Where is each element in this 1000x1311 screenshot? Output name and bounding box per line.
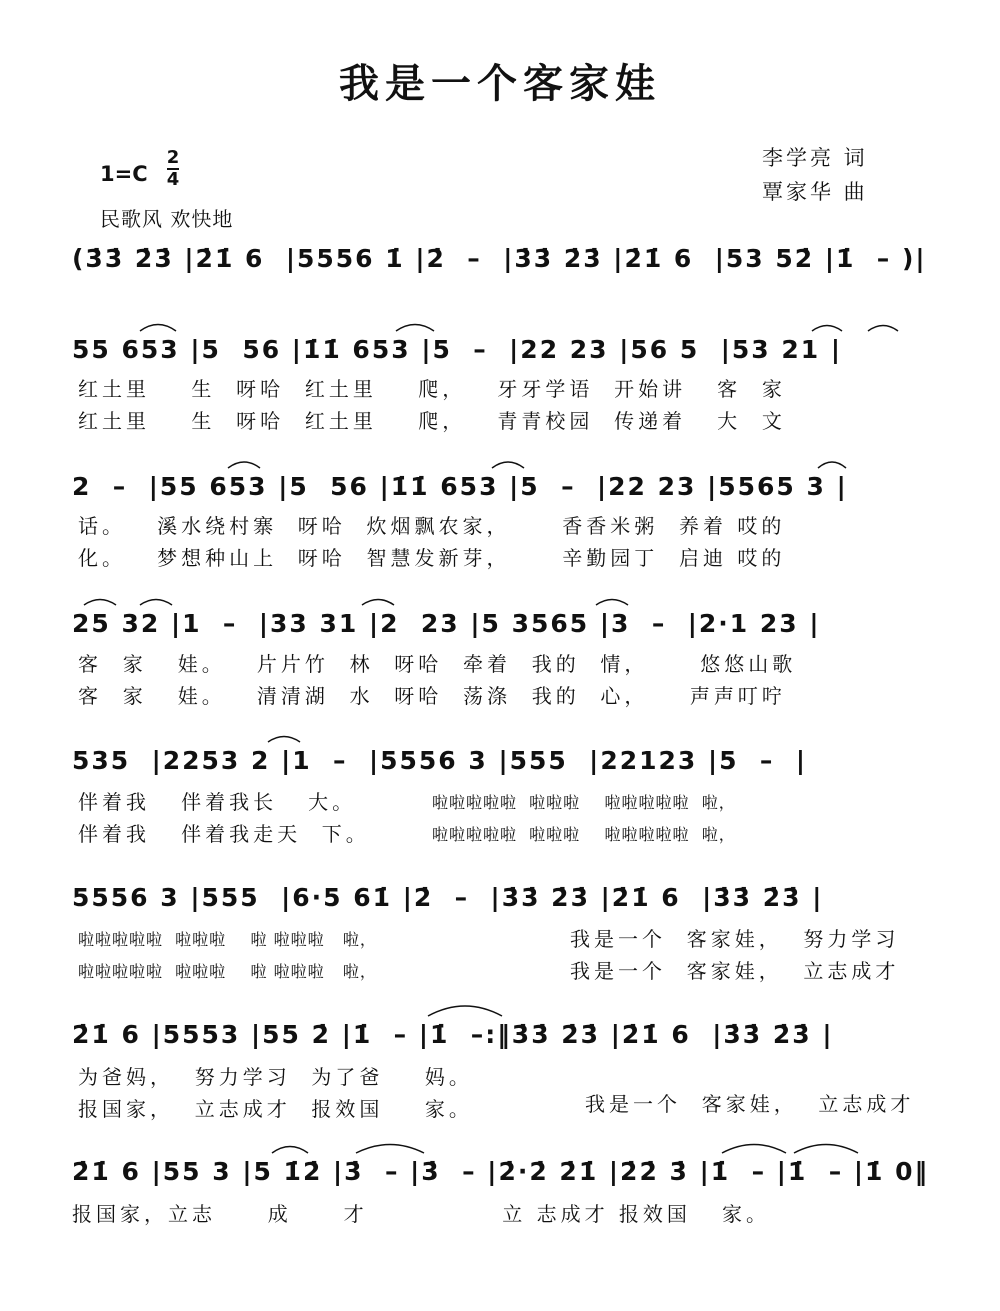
- lyric-row-4-verse-2: 伴着我 伴着我走天 下。: [78, 822, 370, 846]
- lyric-row-2-verse-1: 话。 溪水绕村寨 呀哈 炊烟飘农家， 香香米粥 养着 哎的: [78, 514, 786, 538]
- la-lyric-row-5-verse-2: 啦啦啦啦啦 啦啦啦 啦 啦啦啦 啦，: [78, 962, 377, 981]
- notation-row-2: 2 – |55 653 |5 56 |1̇1̇ 653 |5 – |22 23 |5565 3 |: [72, 472, 848, 501]
- lyric-row-6-verse-2: 报国家， 立志成才 报效国 家。: [78, 1097, 473, 1121]
- lyric-row-5-verse-1: 我是一个 客家娃， 努力学习: [570, 927, 900, 951]
- notation-row-7: 2̇1̇ 6 |55 3 |5 1̇2̇ |3̇ – |3̇ – |2̇·2̇ 2̇1̇ |2̇2̇ 3̇ |1̇ – |1̇ – |1̇ 0‖: [72, 1157, 930, 1186]
- la-lyric-row-4-verse-1: 啦啦啦啦啦 啦啦啦 啦啦啦啦啦 啦，: [432, 793, 736, 812]
- notation-row-1: 55 653 |5 56 |1̇1̇ 653 |5 – |22 23 |56 5 |53 21 |: [72, 335, 842, 364]
- tempo-marking: 民歌风 欢快地: [100, 207, 234, 231]
- key-signature: 1=C: [100, 162, 148, 186]
- lyric-row-5-verse-2: 我是一个 客家娃， 立志成才: [570, 959, 900, 983]
- lyric-row-1-verse-1: 红土里 生 呀哈 红土里 爬， 牙牙学语 开始讲 客 家: [78, 377, 786, 401]
- time-signature: 2 4: [166, 147, 180, 190]
- composer-credit: 覃家华 曲: [762, 180, 868, 204]
- lyric-row-6-coda: 我是一个 客家娃， 立志成才: [585, 1092, 915, 1116]
- notation-row-4: 535 |2253 2 |1 – |5556 3 |555 |22123 |5 – |: [72, 746, 807, 775]
- notation-row-3: 25 32 |1 – |33 31 |2 23 |5 3565 |3 – |2·1 23 |: [72, 609, 821, 638]
- lyric-row-4-verse-1: 伴着我 伴着我长 大。: [78, 790, 357, 814]
- notation-row-intro: (3̇3̇ 2̇3̇ |2̇1̇ 6 |5556 1̇ |2̇ – |3̇3̇ 2̇3̇ |2̇1̇ 6 |53 52̇ |1̇ – )|: [72, 244, 927, 273]
- lyricist-credit: 李学亮 词: [762, 146, 868, 170]
- lyric-row-1-verse-2: 红土里 生 呀哈 红土里 爬， 青青校园 传递着 大 文: [78, 409, 786, 433]
- la-lyric-row-5-verse-1: 啦啦啦啦啦 啦啦啦 啦 啦啦啦 啦，: [78, 930, 377, 949]
- song-title: 我是一个客家娃: [339, 60, 661, 107]
- lyric-row-2-verse-2: 化。 梦想种山上 呀哈 智慧发新芽， 辛勤园丁 启迪 哎的: [78, 546, 786, 570]
- lyric-row-6-verse-1: 为爸妈， 努力学习 为了爸 妈。: [78, 1065, 473, 1089]
- lyric-row-7: 报国家，立志 成 才 立 志成才 报效国 家。: [72, 1202, 771, 1226]
- notation-row-5: 5556 3 |555 |6·5 61̇ |2̇ – |3̇3̇ 2̇3̇ |2̇1̇ 6 |3̇3̇ 2̇3̇ |: [72, 883, 824, 912]
- lyric-row-3-verse-1: 客 家 娃。 片片竹 林 呀哈 牵着 我的 情， 悠悠山歌: [78, 652, 797, 676]
- la-lyric-row-4-verse-2: 啦啦啦啦啦 啦啦啦 啦啦啦啦啦 啦，: [432, 825, 736, 844]
- notation-row-6: 2̇1̇ 6 |5553 |55 2̇ |1̇ – |1̇ –:‖3̇3̇ 2̇3̇ |2̇1̇ 6 |3̇3̇ 2̇3̇ |: [72, 1020, 834, 1049]
- lyric-row-3-verse-2: 客 家 娃。 清清湖 水 呀哈 荡涤 我的 心， 声声叮咛: [78, 684, 786, 708]
